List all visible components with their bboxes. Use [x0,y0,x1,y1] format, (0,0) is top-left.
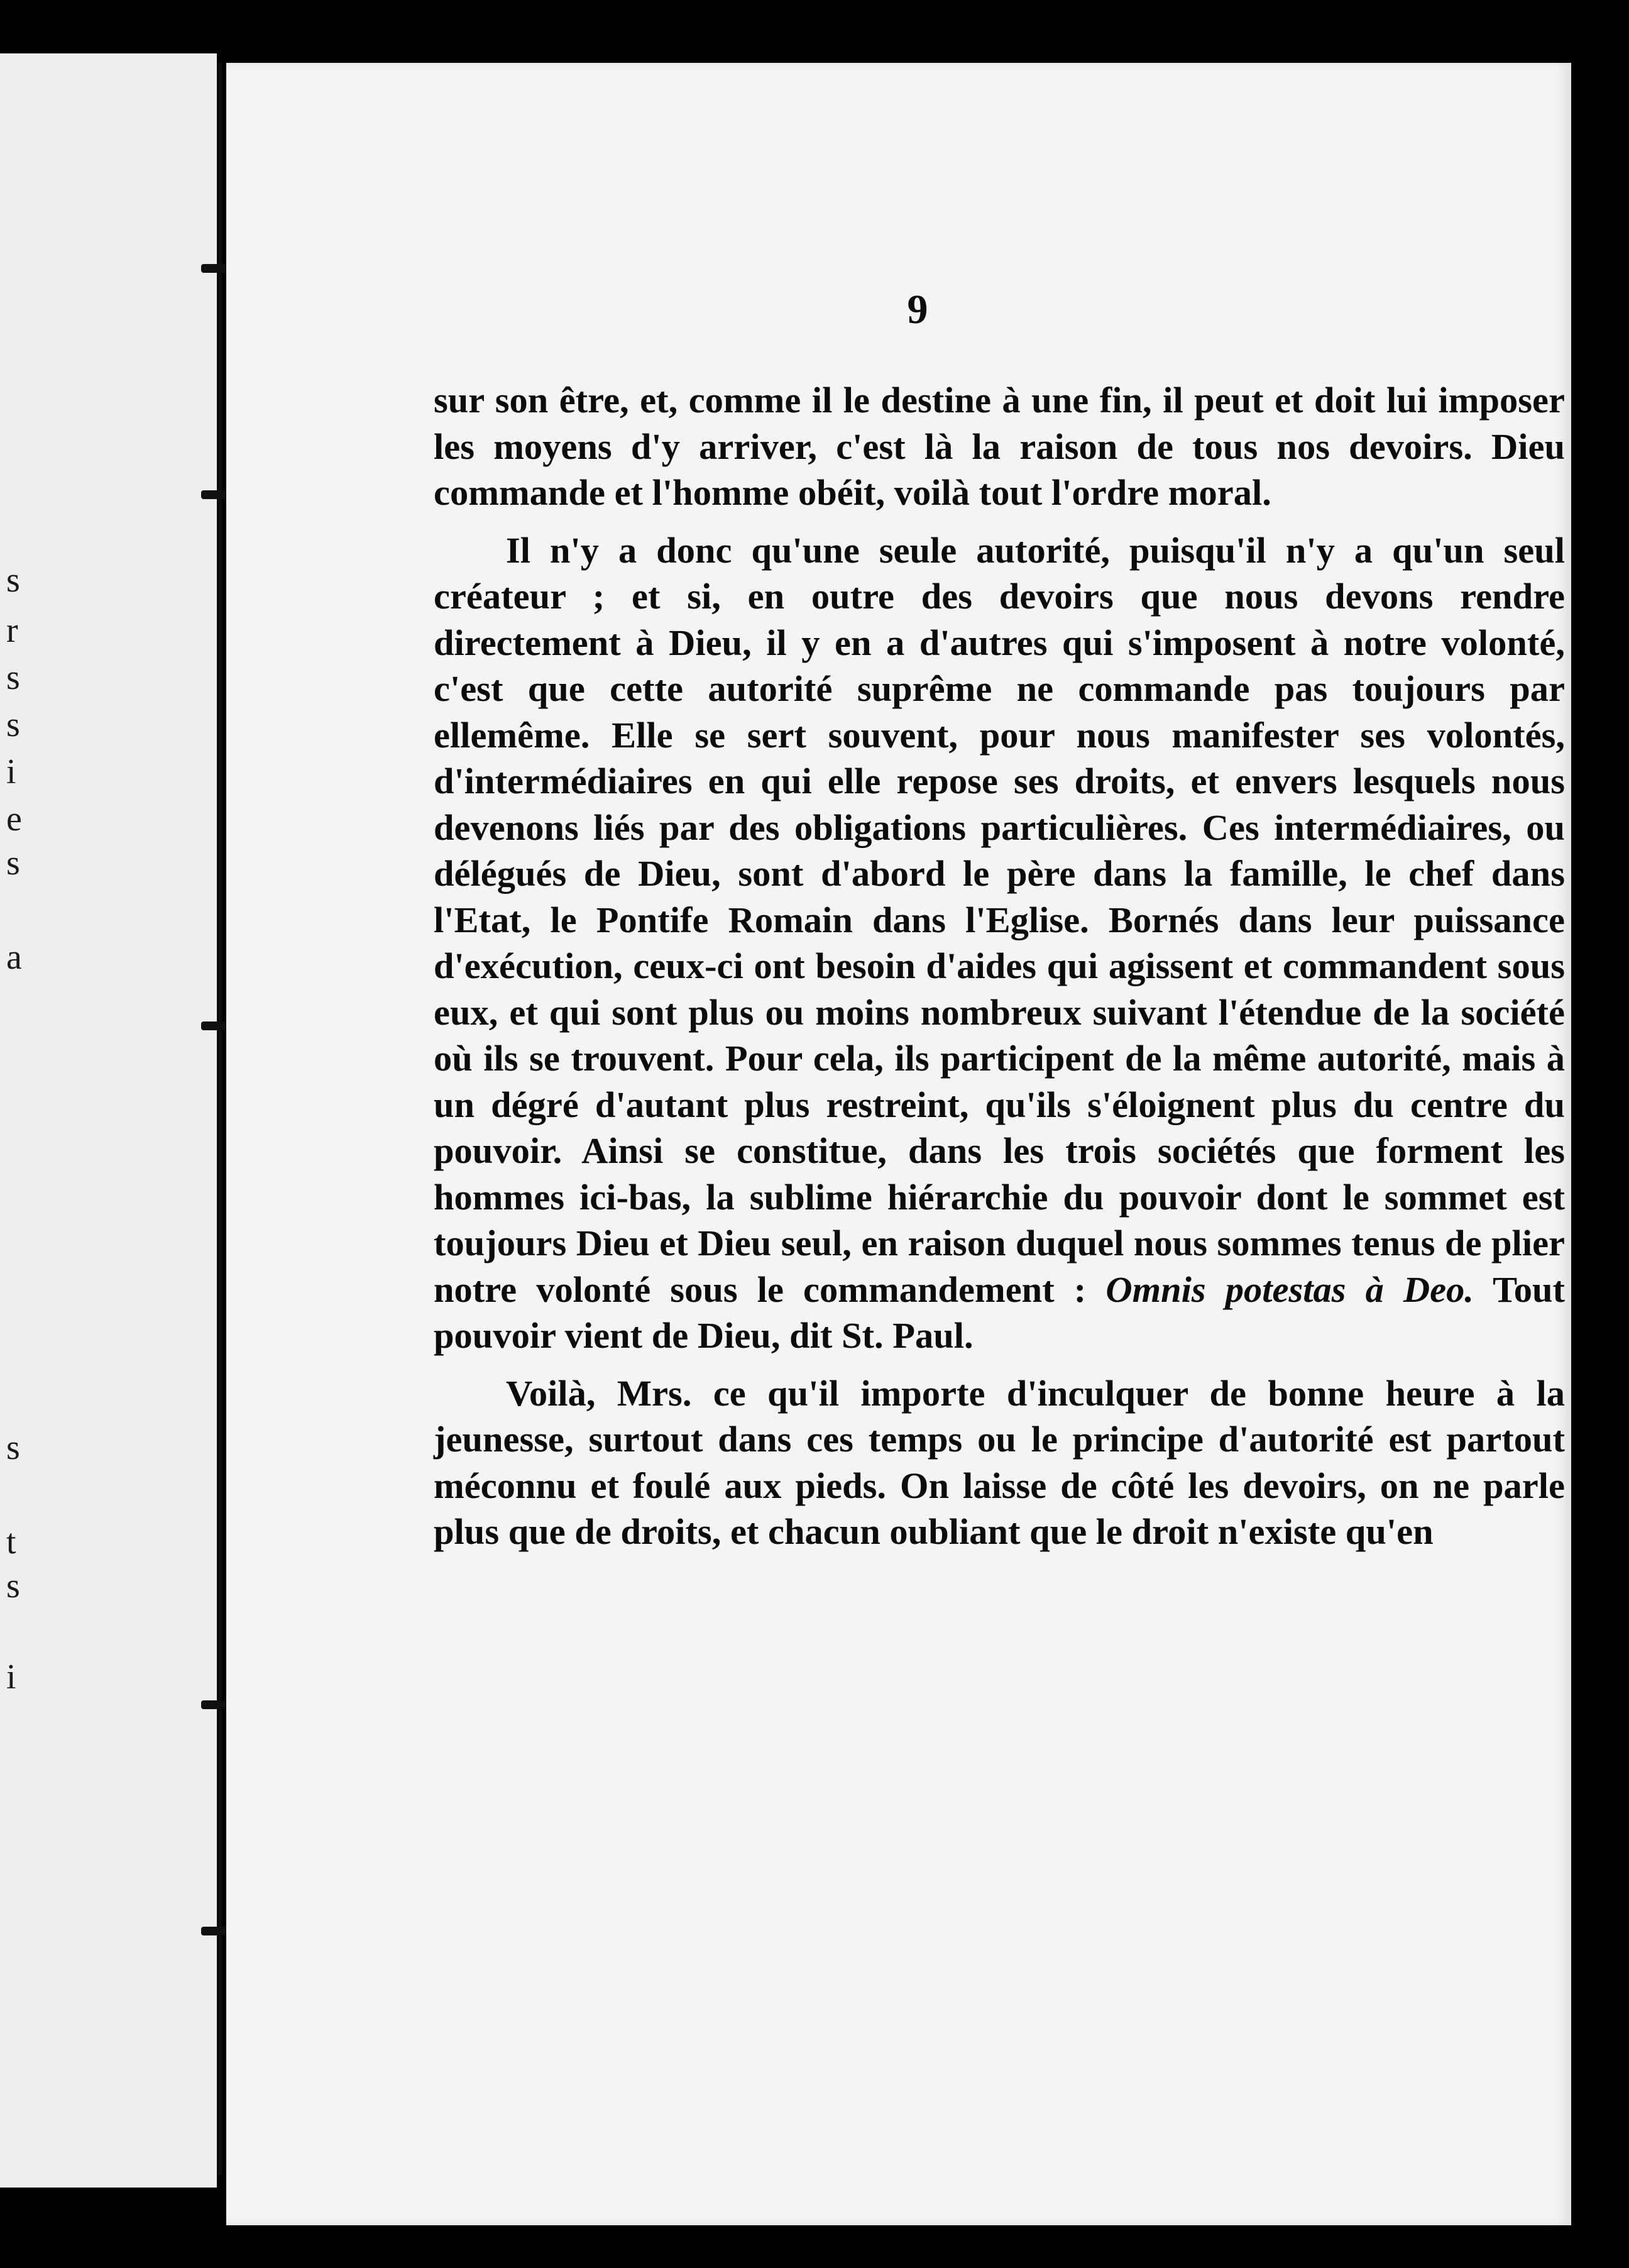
paragraph: sur son être, et, comme il le destine à une fin, il peut et doit lui imposer les moyens d'y arriver, c'est là la raison de tous nos devoirs. Dieu commande et l'homme obéit, voilà tout l'ordre moral. [434,380,1565,513]
margin-fragment: s [6,1428,20,1467]
margin-fragment: a [6,938,22,977]
paragraph-text: Il n'y a donc qu'une seule autorité, puisqu'il n'y a qu'un seul créateur ; et si, en outre des devoirs que nous devons rendre directement à Dieu, il y en a d'autres qui s'imposent à notre volonté, c'est que cette autorité suprême ne commande pas toujours par ellemême. Elle se sert souvent, pour nous manifester ses volontés, d'intermédiaires en qui elle repose ses droits, et envers lesquels nous devenons liés par des obligations particulières. Ces intermédiaires, ou délégués de Dieu, sont d'abord le père dans la famille, le chef dans l'Etat, le Pontife Romain dans l'Eglise. Bornés dans leur puissance d'exécution, ceux-ci ont besoin d'aides qui agissent et commandent sous eux, et qui sont plus ou moins nombreux suivant l'étendue de la société où ils se trouvent. Pour cela, ils participent de la même autorité, mais à un dégré d'autant plus restreint, qu'ils s'éloignent plus du centre du pouvoir. Ainsi se constitue, dans les trois sociétés que forment les hommes ici-bas, la sublime hiérarchie du pouvoir dont le sommet est toujours Dieu et Dieu seul, en raison duquel nous sommes tenus de plier notre volonté sous le commandement : [434,529,1565,1310]
binding-gutter [217,63,222,2175]
margin-fragment: s [6,705,20,744]
facing-page-edge [0,53,217,2188]
margin-fragment: i [6,1658,16,1697]
margin-fragment: s [6,658,20,697]
margin-fragment: r [6,611,18,650]
paragraph: Voilà, Mrs. ce qu'il importe d'inculquer de bonne heure à la jeunesse, surtout dans ces temps ou le principe d'autorité est partout méconnu et foulé aux pieds. On laisse de côté les devoirs, on ne parle plus que de droits, et chacun oubliant que le droit n'existe qu'en [434,1372,1565,1552]
margin-fragment: e [6,800,22,839]
margin-fragment: i [6,752,16,791]
margin-fragment: t [6,1522,16,1561]
paragraph [434,527,1565,1359]
margin-fragment: s [6,561,20,600]
page-number: 9 [907,287,928,333]
margin-fragment: s [6,1566,20,1605]
book-page [226,63,1571,2225]
body-text [434,377,1565,1555]
margin-fragment: s [6,844,20,883]
paragraph-text: Tout pouvoir vient de Dieu, dit St. Paul. [434,1269,1565,1356]
latin-quotation: Omnis potestas à Deo. [1105,1269,1474,1310]
